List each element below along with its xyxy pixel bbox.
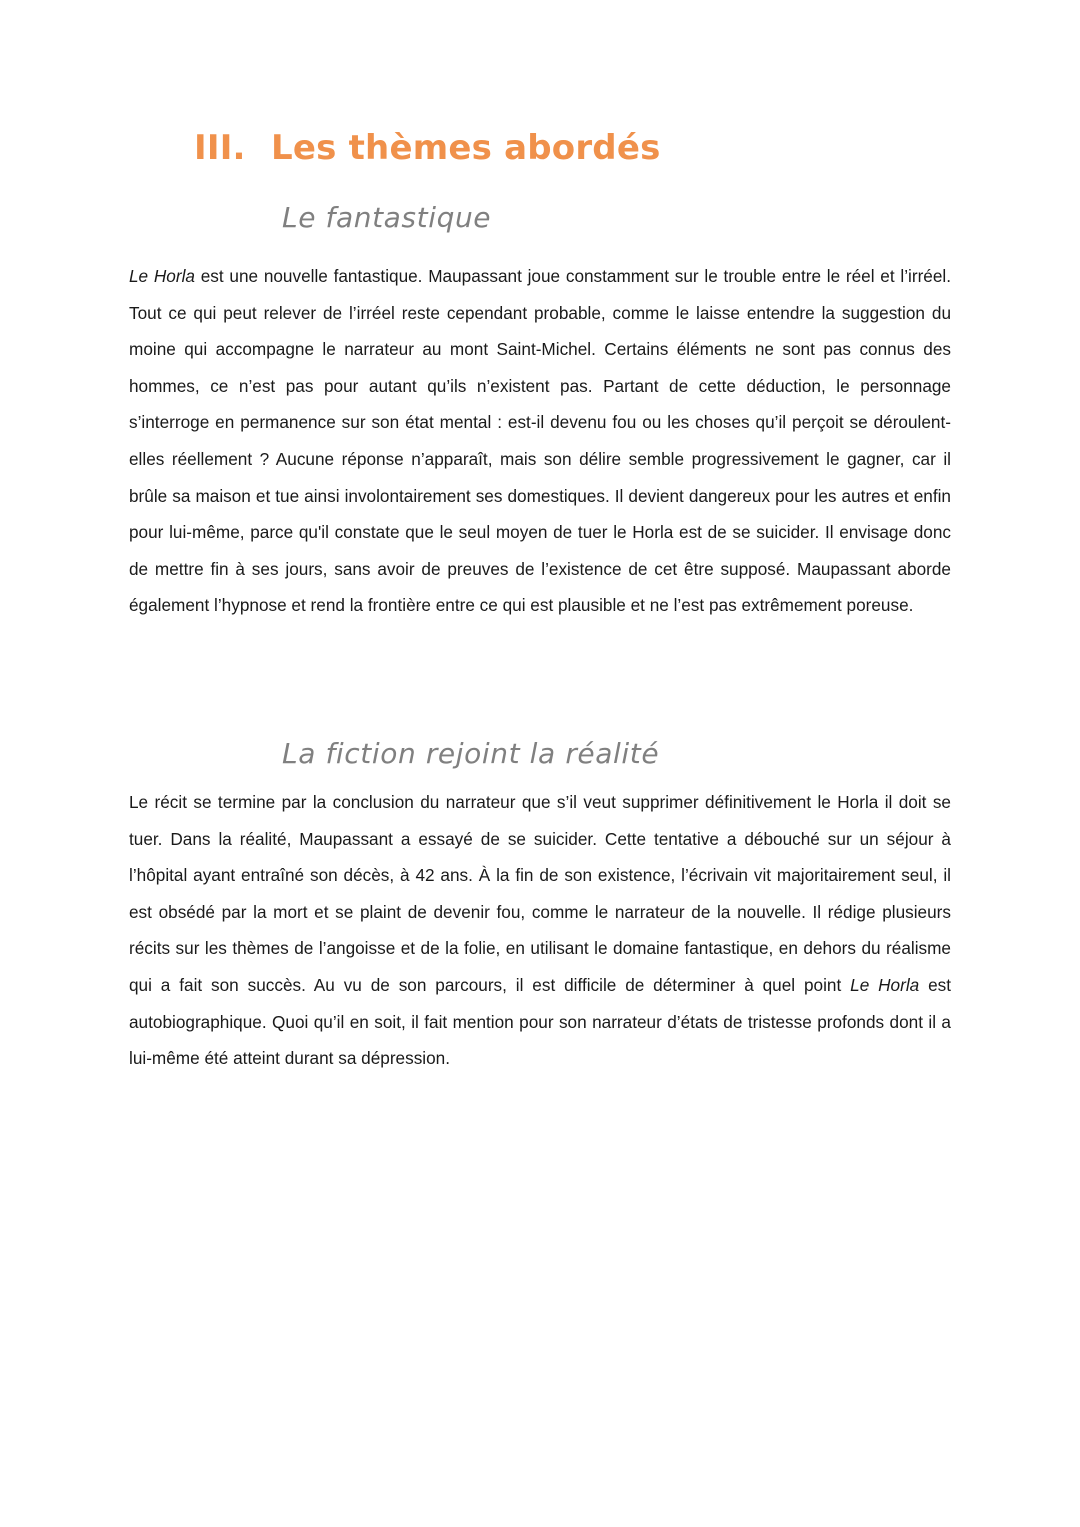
section-number: III. [194, 128, 246, 168]
paragraph-text-after: est autobiographique. Quoi qu’il en soit, il fait mention pour son narrateur d’états de tristesse profonds dont il a lui-même été atteint durant sa dépression. [129, 974, 951, 1069]
paragraph-fiction-realite [129, 784, 951, 1077]
paragraph-fantastique [129, 258, 951, 624]
section-title: Les thèmes abordés [271, 128, 661, 168]
paragraph-text-before: Le récit se termine par la conclusion du narrateur que s’il veut supprimer définitivement le Horla il doit se tuer. Dans la réalité, Maupassant a essayé de se suicider. Cette tentative a débouché sur un séjour à l’hôpital ayant entraîné son décès, à 42 ans. À la fin de son existence, l’écrivain vit majoritairement seul, il est obsédé par la mort et se plaint de devenir fou, comme le narrateur de la nouvelle. Il rédige plusieurs récits sur les thèmes de l’angoisse et de la folie, en utilisant le domaine fantastique, en dehors du réalisme qui a fait son succès. Au vu de son parcours, il est difficile de déterminer à quel point [129, 792, 951, 995]
paragraph-text: est une nouvelle fantastique. Maupassant joue constamment sur le trouble entre le réel et l’irréel. Tout ce qui peut relever de l’irréel reste cependant probable, comme le laisse entendre la suggestion du moine qui accompagne le narrateur au mont Saint-Michel. Certains éléments ne sont pas connus des hommes, ce n’est pas pour autant qu’ils n’existent pas. Partant de cette déduction, le personnage s’interroge en permanence sur son état mental : est-il devenu fou ou les choses qu’il perçoit se déroulent-elles réellement ? Aucune réponse n’apparaît, mais son délire semble progressivement le gagner, car il brûle sa maison et tue ainsi involontairement ses domestiques. Il devient dangereux pour les autres et enfin pour lui-même, parce qu'il constate que le seul moyen de tuer le Horla est de se suicider. Il envisage donc de mettre fin à ses jours, sans avoir de preuves de l’existence de cet être supposé. Maupassant aborde également l’hypnose et rend la frontière entre ce qui est plausible et ne l’est pas extrêmement poreuse. [129, 266, 952, 616]
section-heading [194, 124, 661, 172]
subsection-heading-fantastique: Le fantastique [282, 201, 492, 234]
subsection-heading-fiction-realite: La fiction rejoint la réalité [282, 737, 660, 770]
book-title-italic: Le Horla [129, 266, 195, 286]
book-title-italic: Le Horla [850, 974, 920, 995]
